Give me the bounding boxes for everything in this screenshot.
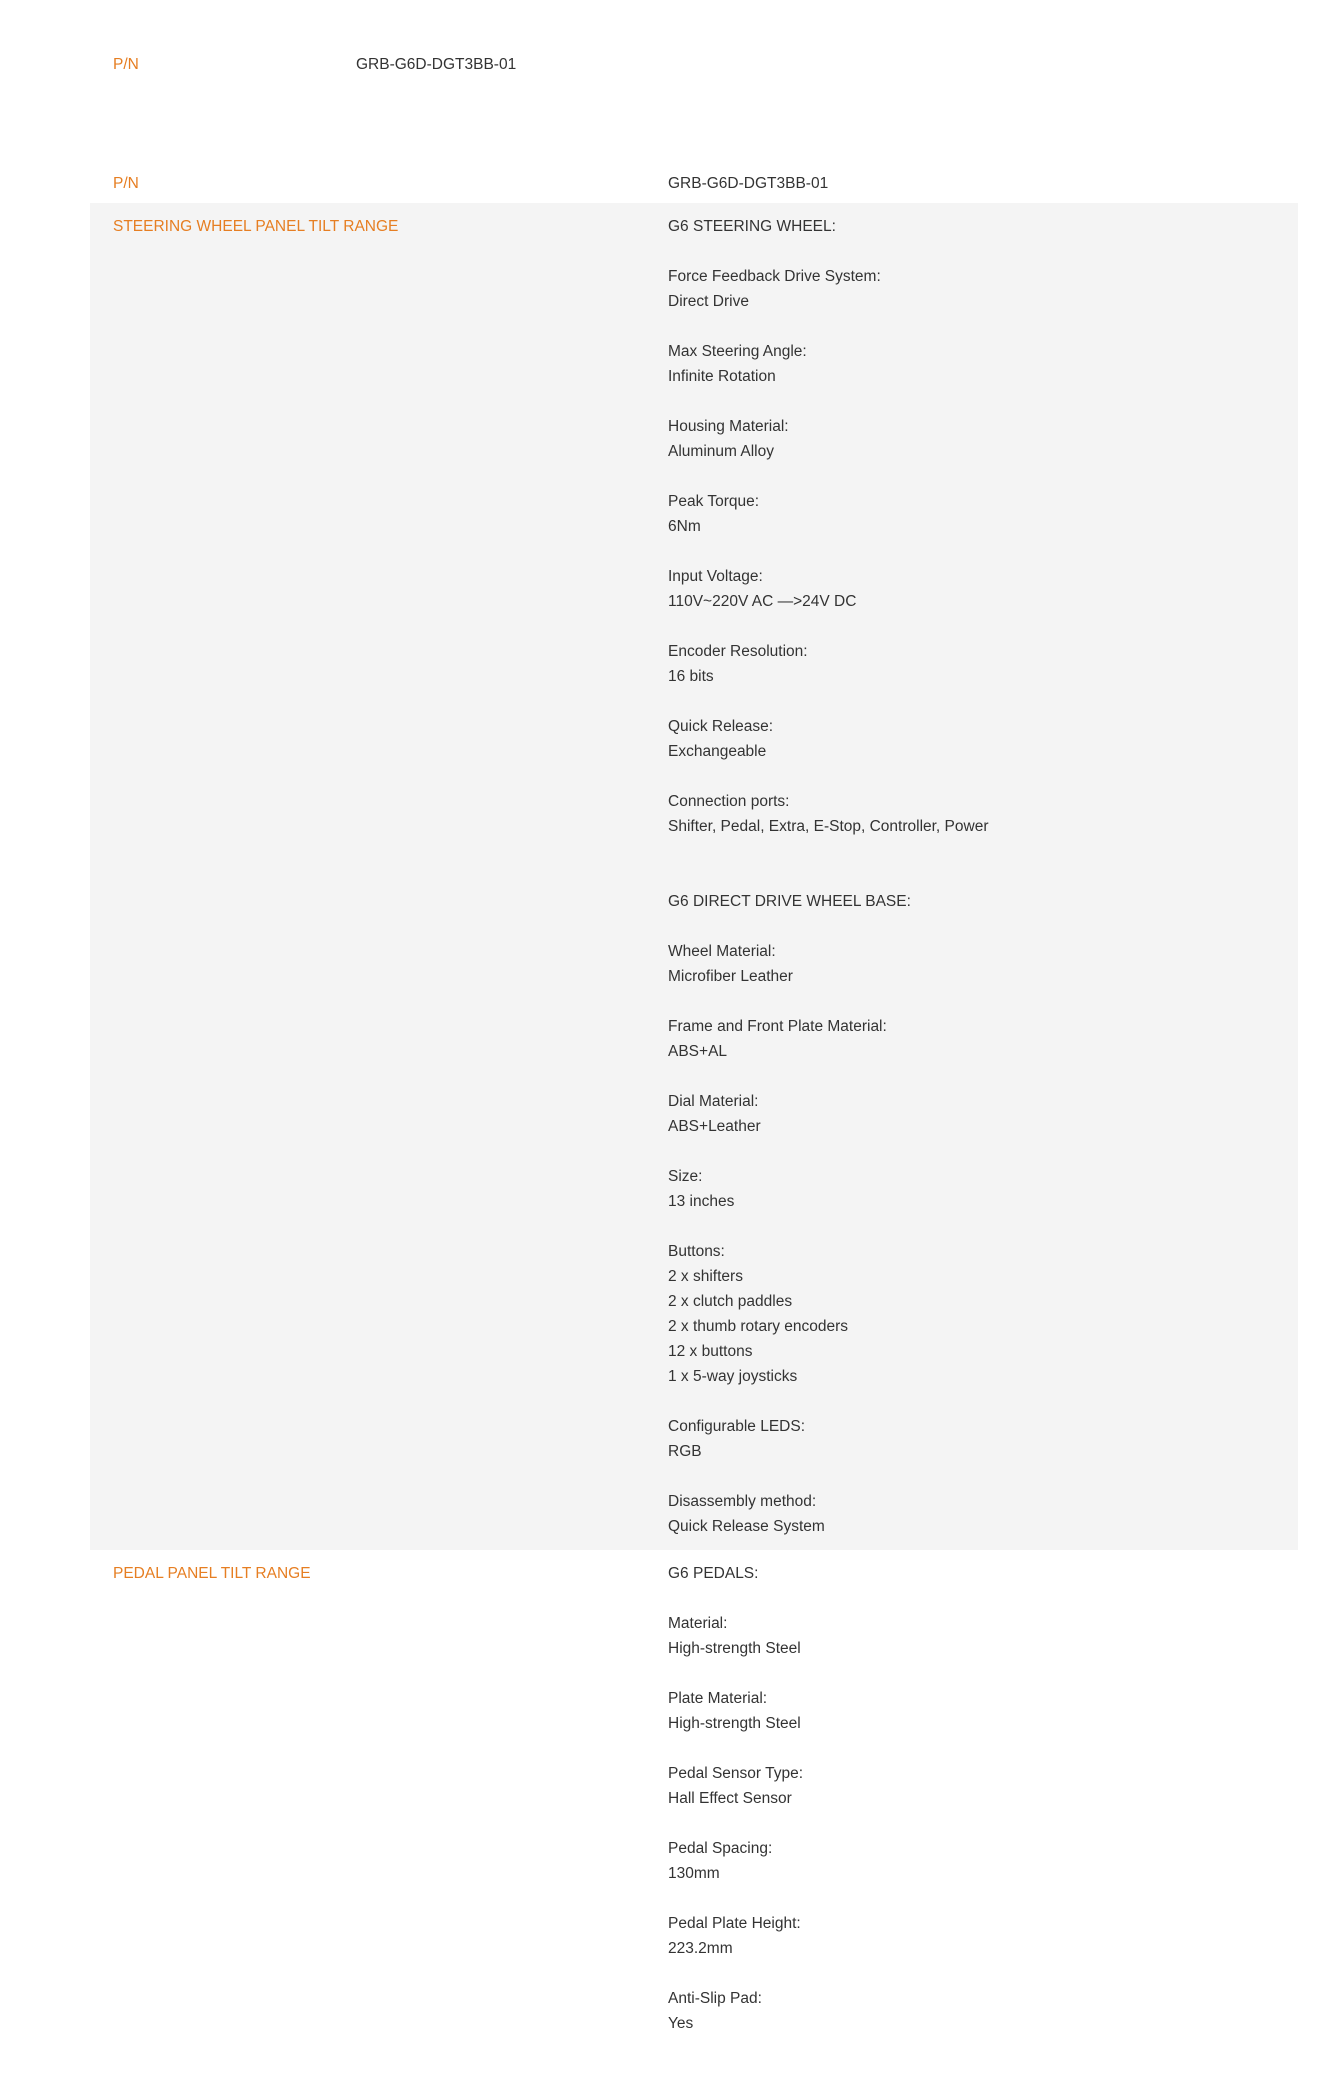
- spec-value: [668, 1550, 1298, 2047]
- spec-value-line: 2 x clutch paddles: [668, 1293, 793, 1310]
- spec-value-line: Aluminum Alloy: [668, 443, 774, 460]
- spec-value-line: Plate Material:: [668, 1690, 768, 1707]
- spec-value-line: Disassembly method:: [668, 1493, 817, 1510]
- spec-value-line: 6Nm: [668, 518, 701, 535]
- spec-value-line: Configurable LEDS:: [668, 1418, 805, 1435]
- spec-value-line: [668, 1586, 1298, 1611]
- spec-value-line: [668, 1139, 1298, 1164]
- spec-value-line: 2 x thumb rotary encoders: [668, 1318, 849, 1335]
- spec-value-line: [668, 239, 1298, 264]
- spec-value-line: High-strength Steel: [668, 1640, 801, 1657]
- spec-value-line: [668, 1389, 1298, 1414]
- spec-value-line: [668, 614, 1298, 639]
- spec-value-line: [668, 864, 1298, 889]
- spec-value-line: GRB-G6D-DGT3BB-01: [668, 175, 829, 192]
- spec-value-line: Size:: [668, 1168, 703, 1185]
- spec-value-line: Hall Effect Sensor: [668, 1790, 792, 1807]
- spec-value-line: [668, 764, 1298, 789]
- spec-value-line: Anti-Slip Pad:: [668, 1990, 762, 2007]
- spec-value-line: Dial Material:: [668, 1093, 759, 1110]
- spec-row-steering-wheel: [90, 203, 1298, 1550]
- spec-value-line: [668, 1736, 1298, 1761]
- spec-value-line: Microfiber Leather: [668, 968, 793, 985]
- spec-value-line: Shifter, Pedal, Extra, E-Stop, Controller, Power: [668, 818, 989, 835]
- spec-value-line: 2 x shifters: [668, 1268, 743, 1285]
- spec-value-line: RGB: [668, 1443, 702, 1460]
- spec-value-line: Peak Torque:: [668, 493, 760, 510]
- spec-value-line: Max Steering Angle:: [668, 343, 807, 360]
- spec-value-line: 1 x 5-way joysticks: [668, 1368, 798, 1385]
- spec-row-pn: [90, 163, 1298, 203]
- spec-value-line: G6 PEDALS:: [668, 1565, 759, 1582]
- spec-value-line: Connection ports:: [668, 793, 790, 810]
- spec-value-line: [668, 914, 1298, 939]
- spec-value-line: [668, 1811, 1298, 1836]
- spec-value-line: Quick Release System: [668, 1518, 825, 1535]
- spec-value-line: Quick Release:: [668, 718, 774, 735]
- spec-value-line: 13 inches: [668, 1193, 735, 1210]
- spec-value-line: High-strength Steel: [668, 1715, 801, 1732]
- spec-value-line: [668, 689, 1298, 714]
- spec-value-line: 110V~220V AC —>24V DC: [668, 593, 857, 610]
- spec-table: [90, 163, 1298, 2047]
- top-pn-label: P/N: [113, 56, 139, 73]
- spec-value: [668, 203, 1298, 1550]
- spec-value-line: [668, 1661, 1298, 1686]
- spec-value-line: Wheel Material:: [668, 943, 776, 960]
- spec-value-line: [668, 389, 1298, 414]
- spec-value-line: 223.2mm: [668, 1940, 733, 1957]
- spec-value-line: 16 bits: [668, 668, 714, 685]
- spec-value-line: [668, 464, 1298, 489]
- spec-value-line: G6 STEERING WHEEL:: [668, 218, 836, 235]
- spec-value-line: [668, 314, 1298, 339]
- spec-value-line: Encoder Resolution:: [668, 643, 808, 660]
- spec-value-line: G6 DIRECT DRIVE WHEEL BASE:: [668, 893, 911, 910]
- spec-value-line: Material:: [668, 1615, 728, 1632]
- spec-value-line: Frame and Front Plate Material:: [668, 1018, 887, 1035]
- spec-value: [668, 163, 1298, 203]
- spec-value-line: [668, 1064, 1298, 1089]
- spec-value-line: [668, 1961, 1298, 1986]
- spec-value-line: Pedal Spacing:: [668, 1840, 773, 1857]
- spec-value-line: [668, 839, 1298, 864]
- spec-key: P/N: [113, 175, 139, 192]
- spec-value-line: Pedal Plate Height:: [668, 1915, 801, 1932]
- spec-row-pedals: [90, 1550, 1298, 2047]
- spec-value-line: Exchangeable: [668, 743, 767, 760]
- spec-value-line: 12 x buttons: [668, 1343, 753, 1360]
- spec-value-line: Direct Drive: [668, 293, 749, 310]
- spec-value-line: Force Feedback Drive System:: [668, 268, 881, 285]
- spec-value-line: [668, 1886, 1298, 1911]
- spec-value-line: Input Voltage:: [668, 568, 763, 585]
- spec-value-line: ABS+AL: [668, 1043, 728, 1060]
- spec-key: PEDAL PANEL TILT RANGE: [113, 1565, 311, 1582]
- top-part-number: [113, 54, 1293, 76]
- spec-value-line: 130mm: [668, 1865, 720, 1882]
- spec-value-line: Infinite Rotation: [668, 368, 776, 385]
- spec-value-line: [668, 1464, 1298, 1489]
- spec-value-line: Yes: [668, 2015, 694, 2032]
- spec-value-line: [668, 989, 1298, 1014]
- spec-value-line: ABS+Leather: [668, 1118, 761, 1135]
- spec-value-line: Buttons:: [668, 1243, 725, 1260]
- top-pn-value: GRB-G6D-DGT3BB-01: [356, 56, 517, 73]
- spec-value-line: Housing Material:: [668, 418, 789, 435]
- spec-value-line: Pedal Sensor Type:: [668, 1765, 803, 1782]
- spec-value-line: [668, 1214, 1298, 1239]
- spec-value-line: [668, 539, 1298, 564]
- spec-key: STEERING WHEEL PANEL TILT RANGE: [113, 218, 399, 235]
